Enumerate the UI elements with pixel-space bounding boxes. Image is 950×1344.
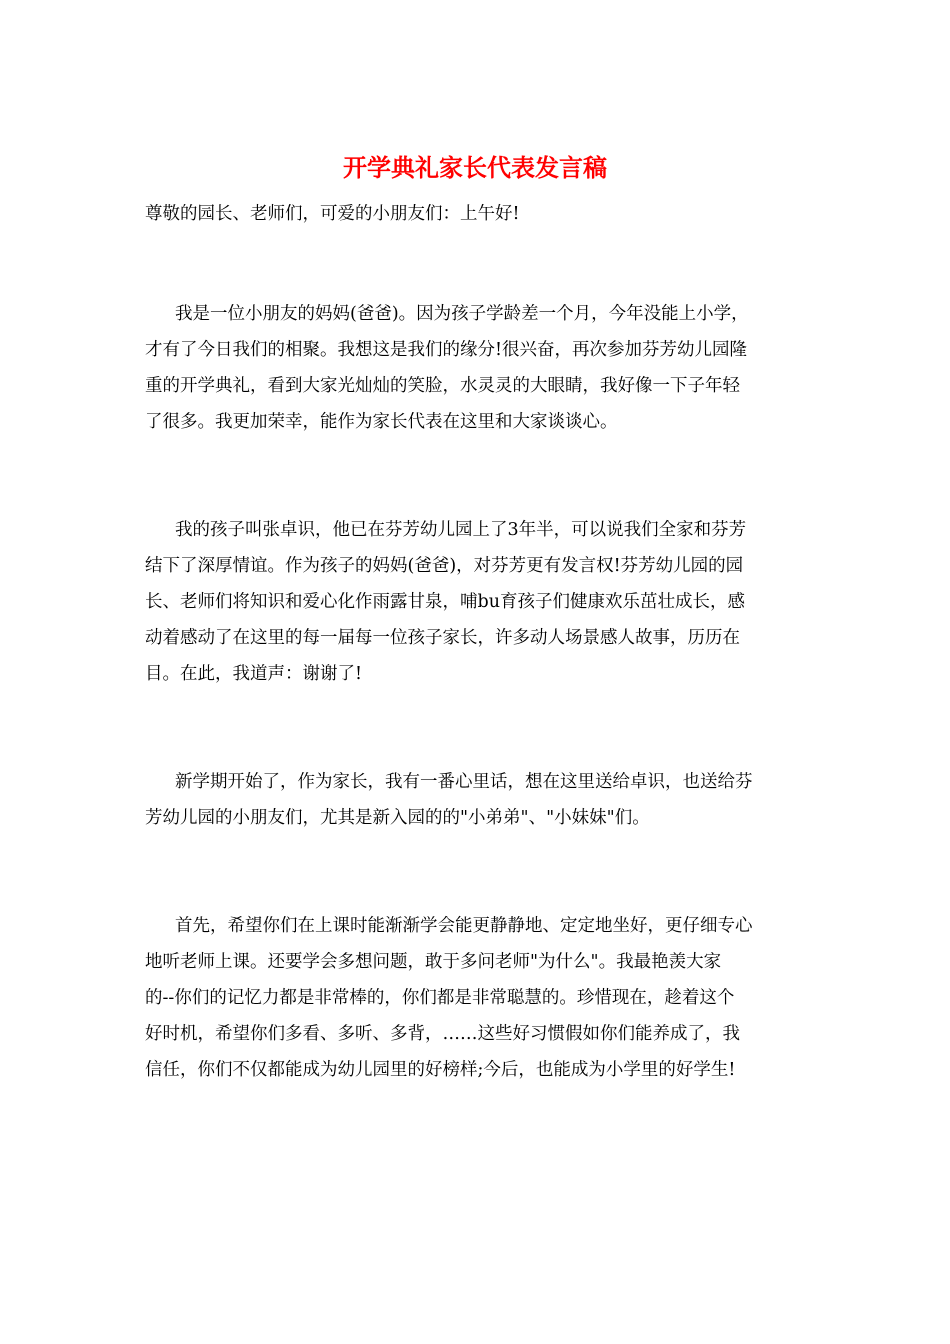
paragraph-3 bbox=[145, 764, 813, 836]
paragraph-line: 结下了深厚情谊。作为孩子的妈妈(爸爸)，对芬芳更有发言权!芬芳幼儿园的园 bbox=[145, 556, 744, 576]
paragraph-4 bbox=[145, 908, 813, 1088]
paragraph-line: 首先，希望你们在上课时能渐渐学会能更静静地、定定地坐好，更仔细专心 bbox=[175, 916, 753, 936]
paragraph-1 bbox=[145, 296, 813, 440]
paragraph-line: 动着感动了在这里的每一届每一位孩子家长，许多动人场景感人故事，历历在 bbox=[145, 628, 740, 648]
paragraph-line: 了很多。我更加荣幸，能作为家长代表在这里和大家谈谈心。 bbox=[145, 412, 618, 432]
paragraph-line: 我是一位小朋友的妈妈(爸爸)。因为孩子学龄差一个月，今年没能上小学， bbox=[175, 304, 749, 324]
paragraph-line: 我的孩子叫张卓识，他已在芬芳幼儿园上了3年半，可以说我们全家和芬芳 bbox=[175, 520, 747, 540]
paragraph-line: 新学期开始了，作为家长，我有一番心里话，想在这里送给卓识，也送给芬 bbox=[175, 772, 753, 792]
paragraph-line: 信任，你们不仅都能成为幼儿园里的好榜样;今后，也能成为小学里的好学生! bbox=[145, 1060, 736, 1080]
paragraph-line: 地听老师上课。还要学会多想问题，敢于多问老师"为什么"。我最艳羡大家 bbox=[145, 952, 722, 972]
paragraph-line: 长、老师们将知识和爱心化作雨露甘泉，哺bu育孩子们健康欢乐茁壮成长，感 bbox=[145, 592, 745, 612]
document-title: 开学典礼家长代表发言稿 bbox=[343, 153, 607, 182]
paragraph-line: 目。在此，我道声：谢谢了! bbox=[145, 664, 363, 684]
paragraph-2 bbox=[145, 512, 813, 692]
paragraph-line: 芳幼儿园的小朋友们，尤其是新入园的的"小弟弟"、"小妹妹"们。 bbox=[145, 808, 650, 828]
paragraph-line: 好时机，希望你们多看、多听、多背，……这些好习惯假如你们能养成了，我 bbox=[145, 1024, 740, 1044]
paragraph-line: 重的开学典礼，看到大家光灿灿的笑脸，水灵灵的大眼睛，我好像一下子年轻 bbox=[145, 376, 740, 396]
greeting-line: 尊敬的园长、老师们，可爱的小朋友们：上午好! bbox=[145, 204, 520, 224]
paragraph-line: 才有了今日我们的相聚。我想这是我们的缘分!很兴奋，再次参加芬芳幼儿园隆 bbox=[145, 340, 748, 360]
paragraph-line: 的--你们的记忆力都是非常棒的，你们都是非常聪慧的。珍惜现在，趁着这个 bbox=[145, 988, 735, 1008]
